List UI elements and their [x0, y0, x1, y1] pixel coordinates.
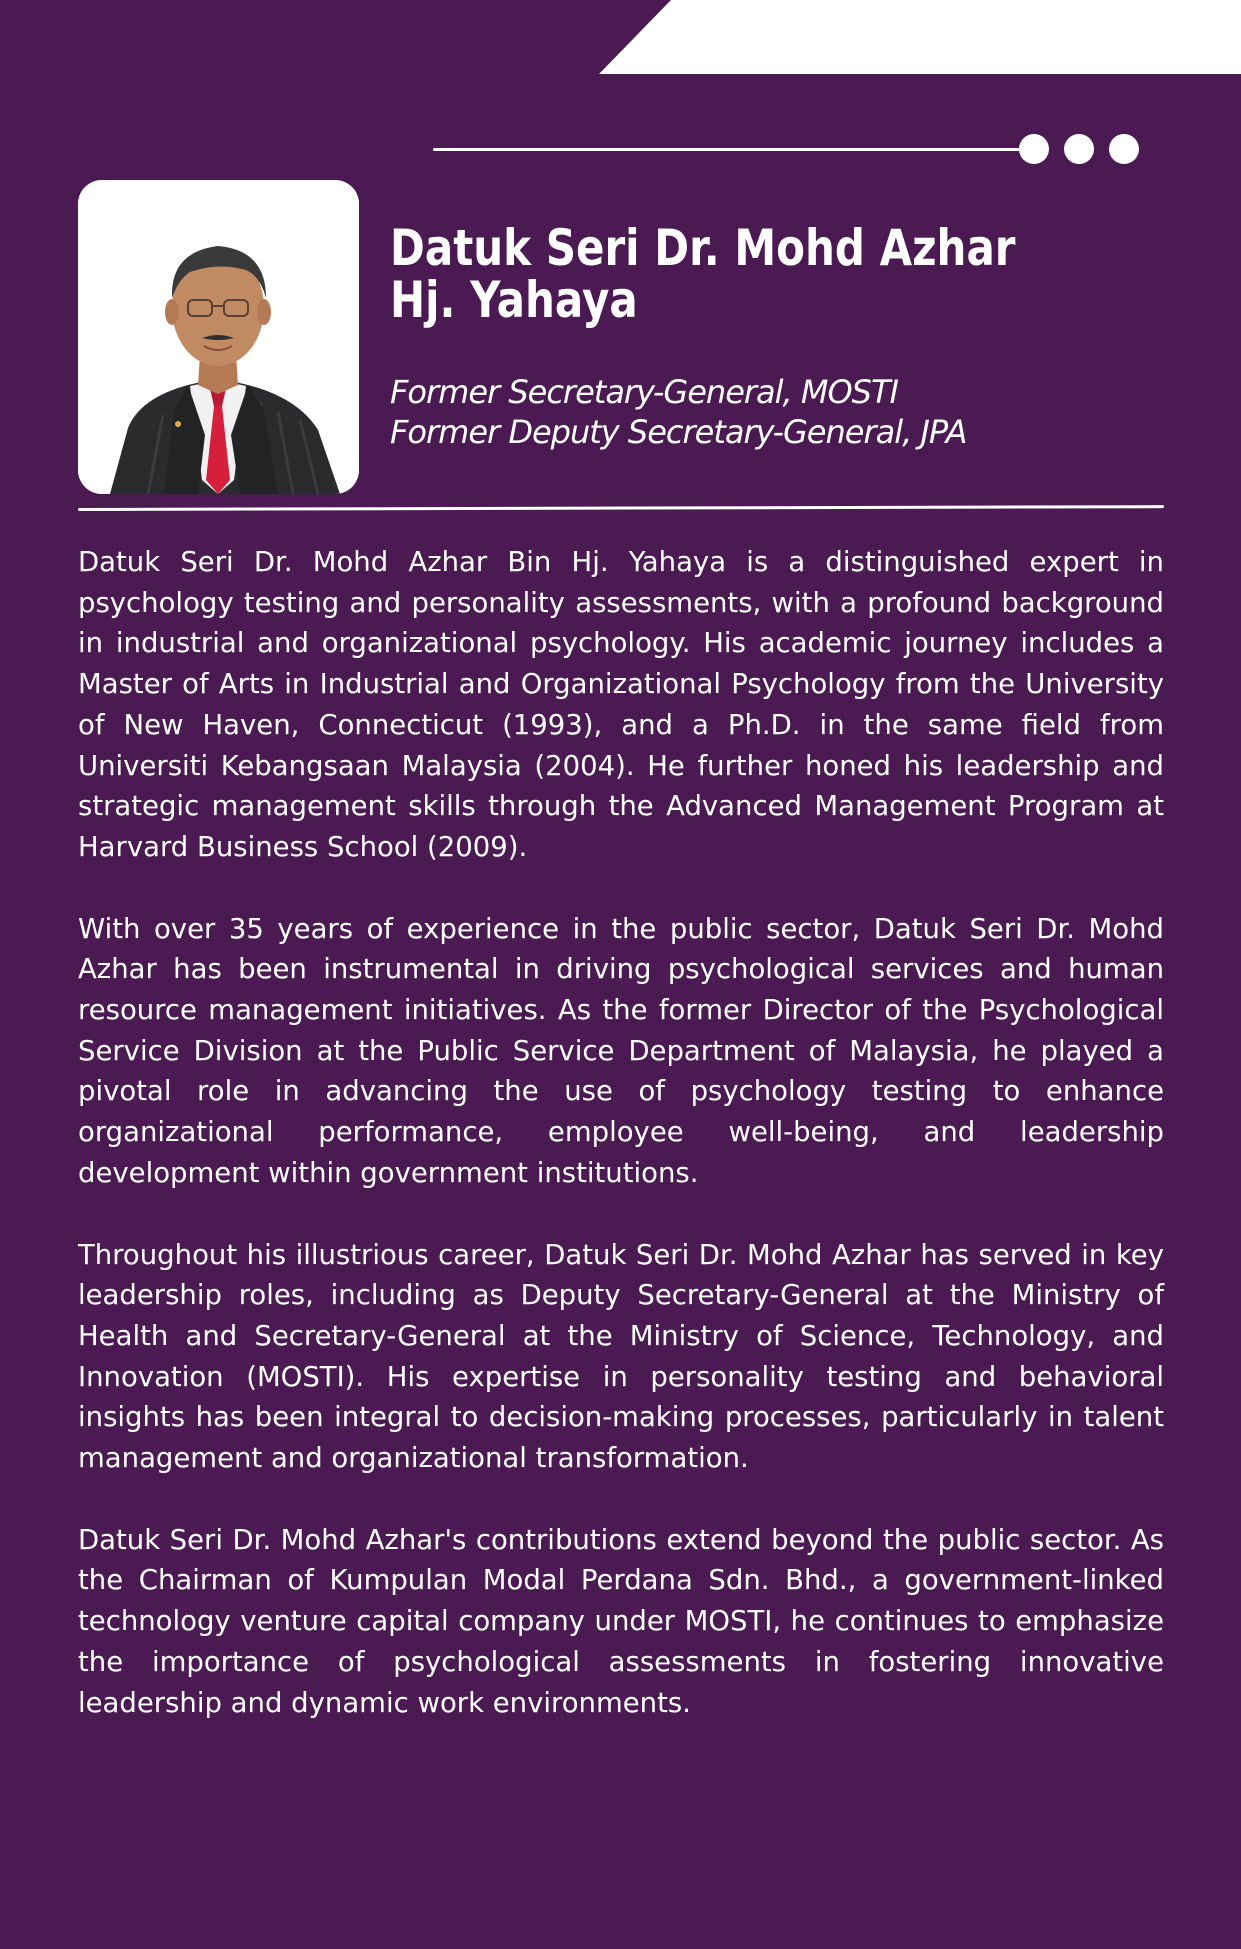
- speaker-name: Datuk Seri Dr. Mohd Azhar Hj. Yahaya: [390, 219, 1016, 329]
- decorative-dot: [1019, 134, 1049, 164]
- portrait-photo: [78, 180, 359, 494]
- role-line: Former Secretary-General, MOSTI: [390, 373, 898, 411]
- speaker-roles: [390, 372, 1150, 452]
- decorative-dot: [1064, 134, 1094, 164]
- top-corner-banner: [599, 0, 1241, 74]
- role-line: Former Deputy Secretary-General, JPA: [390, 413, 967, 451]
- person-icon: [78, 180, 359, 494]
- decorative-dot: [1109, 134, 1139, 164]
- bio-paragraph: With over 35 years of experience in the public sector, Datuk Seri Dr. Mohd Azhar has been instrumental in driving psychological services and human resource management initiatives. As the former Director of the Psychological Service Division at the Public Service Department of Malaysia, he played a pivotal role in advancing the use of psychology testing to enhance organizational performance, employee well-being, and leadership development within government institutions.: [78, 912, 1164, 1189]
- bio-paragraph: Throughout his illustrious career, Datuk Seri Dr. Mohd Azhar has served in key leadership roles, including as Deputy Secretary-General at the Ministry of Health and Secretary-General at the Ministry of Science, Technology, and Innovation (MOSTI). His expertise in personality testing and behavioral insights has been integral to decision-making processes, particularly in talent management and organizational transformation.: [78, 1238, 1164, 1475]
- decorative-line: [433, 148, 1036, 151]
- bio-paragraph: Datuk Seri Dr. Mohd Azhar's contributions extend beyond the public sector. As the Chairman of Kumpulan Modal Perdana Sdn. Bhd., a government-linked technology venture capital company under MOSTI, he continues to emphasize the importance of psychological assessments in fostering innovative leadership and dynamic work environments.: [78, 1523, 1164, 1719]
- biography: [78, 542, 1164, 1764]
- bio-paragraph: Datuk Seri Dr. Mohd Azhar Bin Hj. Yahaya is a distinguished expert in psychology testing and personality assessments, with a profound background in industrial and organizational psychology. His academic journey includes a Master of Arts in Industrial and Organizational Psychology from the University of New Haven, Connecticut (1993), and a Ph.D. in the same field from Universiti Kebangsaan Malaysia (2004). He further honed his leadership and strategic management skills through the Advanced Management Program at Harvard Business School (2009).: [78, 546, 1164, 863]
- section-divider: [78, 505, 1164, 511]
